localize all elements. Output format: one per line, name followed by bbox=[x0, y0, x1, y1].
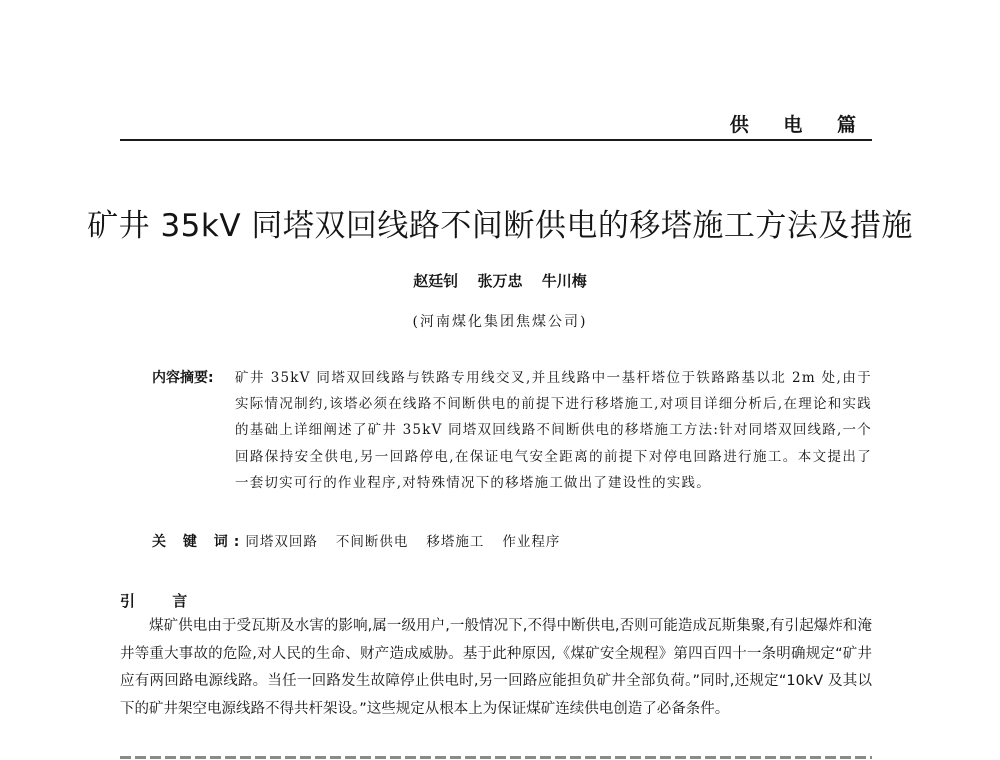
section-header: 供 电 篇 bbox=[729, 114, 870, 136]
header-rule bbox=[120, 139, 872, 141]
affiliation: (河南煤化集团焦煤公司) bbox=[412, 314, 588, 330]
author-2: 张万忠 bbox=[477, 272, 523, 290]
keyword-2: 不间断供电 bbox=[335, 534, 409, 550]
abstract-text: 矿井 35kV 同塔双回线路与铁路专用线交叉,并且线路中一基杆塔位于铁路路基以北 2m 处,由于实际情况制约,该塔必须在线路不间断供电的前提下进行移塔施工,对项目详细分析后,在理论和实践的基础上详细阐述了矿井 35kV 同塔双回线路不间断供电的移塔施工方法:针对同塔双回线路,一个回路保持安全供电,另一回路停电,在保证电气安全距离的前提下对停电回路进行施工。本文提出了一套切实可行的作业程序,对特殊情况下的移塔施工做出了建设性的实践。 bbox=[235, 370, 872, 491]
cut-off-text-line bbox=[120, 750, 872, 760]
intro-paragraph: 煤矿供电由于受瓦斯及水害的影响,属一级用户,一般情况下,不得中断供电,否则可能造成瓦斯集聚,有引起爆炸和淹井等重大事故的危险,对人民的生命、财产造成威胁。基于此种原因,《煤矿安全规程》第四百四十一条明确规定“矿井应有两回路电源线路。当任一回路发生故障停止供电时,另一回路应能担负矿井全部负荷。”同时,还规定“10kV 及其以下的矿井架空电源线路不得共杆架设。”这些规定从根本上为保证煤矿连续供电创造了必备条件。 bbox=[120, 618, 872, 717]
author-3: 牛川梅 bbox=[541, 272, 587, 290]
abstract-label: 内容摘要: bbox=[152, 370, 214, 386]
author-list bbox=[0, 270, 1000, 291]
keyword-4: 作业程序 bbox=[502, 534, 561, 550]
keyword-1: 同塔双回路 bbox=[245, 534, 318, 550]
paper-title: 矿井 35kV 同塔双回线路不间断供电的移塔施工方法及措施 bbox=[87, 208, 913, 244]
abstract bbox=[152, 365, 872, 496]
keywords bbox=[152, 530, 578, 551]
intro-heading: 引 言 bbox=[120, 592, 204, 610]
keywords-label: 关 键 词: bbox=[152, 534, 246, 550]
author-1: 赵廷钊 bbox=[413, 272, 459, 290]
keyword-3: 移塔施工 bbox=[426, 534, 485, 550]
